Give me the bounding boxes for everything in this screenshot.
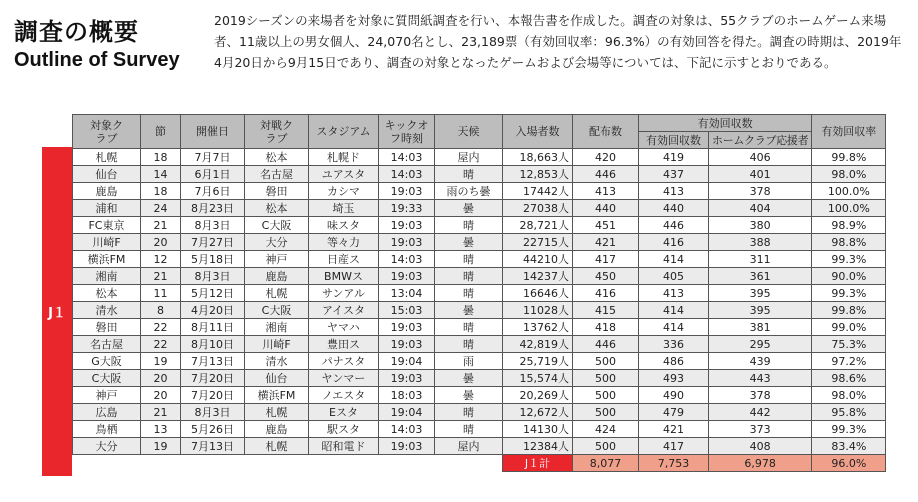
cell-distributed: 500 <box>573 353 639 370</box>
total-label: J１計 <box>503 455 573 472</box>
cell-rate: 99.3% <box>812 421 886 438</box>
cell-weather: 屋内 <box>435 149 503 166</box>
cell-valid: 486 <box>639 353 709 370</box>
table-row <box>73 200 886 217</box>
cell-attendance: 17442人 <box>503 183 573 200</box>
cell-valid: 437 <box>639 166 709 183</box>
cell-weather: 曇 <box>435 302 503 319</box>
cell-kickoff: 14:03 <box>379 421 435 438</box>
cell-rate: 95.8% <box>812 404 886 421</box>
cell-home: 406 <box>709 149 812 166</box>
cell-valid: 493 <box>639 370 709 387</box>
cell-kickoff: 19:03 <box>379 319 435 336</box>
cell-stadium: 豊田ス <box>309 336 379 353</box>
cell-attendance: 14130人 <box>503 421 573 438</box>
cell-section: 13 <box>141 421 181 438</box>
cell-rate: 98.9% <box>812 217 886 234</box>
cell-club: 神戸 <box>73 387 141 404</box>
cell-home: 395 <box>709 302 812 319</box>
cell-opponent: 湘南 <box>245 319 309 336</box>
cell-attendance: 12,672人 <box>503 404 573 421</box>
cell-kickoff: 14:03 <box>379 149 435 166</box>
cell-club: 川崎F <box>73 234 141 251</box>
cell-distributed: 424 <box>573 421 639 438</box>
cell-section: 19 <box>141 353 181 370</box>
cell-attendance: 44210人 <box>503 251 573 268</box>
cell-stadium: ユアスタ <box>309 166 379 183</box>
cell-club: 湘南 <box>73 268 141 285</box>
table-row <box>73 370 886 387</box>
cell-valid: 416 <box>639 234 709 251</box>
header-attendance: 入場者数 <box>503 115 573 149</box>
survey-table <box>72 114 886 472</box>
cell-stadium: BMWス <box>309 268 379 285</box>
cell-distributed: 500 <box>573 370 639 387</box>
cell-home: 443 <box>709 370 812 387</box>
cell-weather: 曇 <box>435 387 503 404</box>
cell-rate: 100.0% <box>812 183 886 200</box>
cell-club: 浦和 <box>73 200 141 217</box>
cell-section: 8 <box>141 302 181 319</box>
cell-opponent: 鹿島 <box>245 421 309 438</box>
table-row <box>73 302 886 319</box>
table-row <box>73 404 886 421</box>
cell-section: 19 <box>141 438 181 455</box>
cell-weather: 雨 <box>435 353 503 370</box>
cell-rate: 83.4% <box>812 438 886 455</box>
cell-weather: 晴 <box>435 268 503 285</box>
cell-weather: 曇 <box>435 200 503 217</box>
cell-kickoff: 14:03 <box>379 166 435 183</box>
cell-valid: 421 <box>639 421 709 438</box>
cell-section: 22 <box>141 319 181 336</box>
header-weather: 天候 <box>435 115 503 149</box>
cell-attendance: 20,269人 <box>503 387 573 404</box>
title-block <box>14 12 180 72</box>
cell-valid: 414 <box>639 319 709 336</box>
table-row <box>73 234 886 251</box>
cell-valid: 414 <box>639 302 709 319</box>
cell-kickoff: 15:03 <box>379 302 435 319</box>
cell-rate: 98.6% <box>812 370 886 387</box>
cell-rate: 99.3% <box>812 251 886 268</box>
cell-kickoff: 19:04 <box>379 404 435 421</box>
header-date: 開催日 <box>181 115 245 149</box>
table-row <box>73 353 886 370</box>
page-title: 調査の概要 <box>14 18 139 46</box>
cell-distributed: 500 <box>573 404 639 421</box>
cell-kickoff: 19:03 <box>379 268 435 285</box>
cell-stadium: 駅スタ <box>309 421 379 438</box>
cell-valid: 417 <box>639 438 709 455</box>
cell-valid: 446 <box>639 217 709 234</box>
cell-club: G大阪 <box>73 353 141 370</box>
cell-rate: 90.0% <box>812 268 886 285</box>
cell-date: 8月3日 <box>181 217 245 234</box>
cell-home: 388 <box>709 234 812 251</box>
cell-opponent: 松本 <box>245 200 309 217</box>
cell-club: 名古屋 <box>73 336 141 353</box>
header-valid-group: 有効回収数 <box>639 115 812 132</box>
cell-attendance: 18,663人 <box>503 149 573 166</box>
cell-opponent: 神戸 <box>245 251 309 268</box>
table-row <box>73 336 886 353</box>
cell-distributed: 450 <box>573 268 639 285</box>
cell-weather: 晴 <box>435 251 503 268</box>
cell-stadium: 日産ス <box>309 251 379 268</box>
cell-section: 14 <box>141 166 181 183</box>
cell-valid: 336 <box>639 336 709 353</box>
cell-attendance: 12,853人 <box>503 166 573 183</box>
cell-kickoff: 18:03 <box>379 387 435 404</box>
cell-club: 札幌 <box>73 149 141 166</box>
cell-attendance: 28,721人 <box>503 217 573 234</box>
cell-distributed: 415 <box>573 302 639 319</box>
table-row <box>73 166 886 183</box>
cell-home: 311 <box>709 251 812 268</box>
table-row <box>73 285 886 302</box>
cell-club: C大阪 <box>73 370 141 387</box>
cell-opponent: 札幌 <box>245 438 309 455</box>
cell-date: 4月20日 <box>181 302 245 319</box>
table-row <box>73 251 886 268</box>
cell-club: 磐田 <box>73 319 141 336</box>
cell-home: 442 <box>709 404 812 421</box>
header-section: 節 <box>141 115 181 149</box>
cell-home: 401 <box>709 166 812 183</box>
cell-home: 361 <box>709 268 812 285</box>
cell-weather: 晴 <box>435 217 503 234</box>
cell-home: 408 <box>709 438 812 455</box>
cell-distributed: 446 <box>573 336 639 353</box>
cell-stadium: ヤマハ <box>309 319 379 336</box>
cell-distributed: 418 <box>573 319 639 336</box>
cell-distributed: 420 <box>573 149 639 166</box>
cell-rate: 99.8% <box>812 302 886 319</box>
cell-attendance: 42,819人 <box>503 336 573 353</box>
cell-date: 5月18日 <box>181 251 245 268</box>
total-valid: 7,753 <box>639 455 709 472</box>
cell-attendance: 15,574人 <box>503 370 573 387</box>
cell-kickoff: 19:33 <box>379 200 435 217</box>
cell-club: 鹿島 <box>73 183 141 200</box>
cell-section: 20 <box>141 387 181 404</box>
cell-date: 7月13日 <box>181 353 245 370</box>
cell-distributed: 421 <box>573 234 639 251</box>
table-row <box>73 421 886 438</box>
cell-section: 11 <box>141 285 181 302</box>
cell-valid: 440 <box>639 200 709 217</box>
cell-rate: 99.0% <box>812 319 886 336</box>
cell-rate: 98.0% <box>812 166 886 183</box>
cell-stadium: 昭和電ド <box>309 438 379 455</box>
cell-home: 380 <box>709 217 812 234</box>
cell-attendance: 14237人 <box>503 268 573 285</box>
cell-distributed: 500 <box>573 387 639 404</box>
header-kickoff: キックオフ時刻 <box>379 115 435 149</box>
cell-home: 295 <box>709 336 812 353</box>
intro-paragraph: 2019シーズンの来場者を対象に質問紙調査を行い、本報告書を作成した。調査の対象は、55クラブのホームゲーム来場者、11歳以上の男女個人、24,070名とし、23,189票（有効回収率：96.3%）の有効回答を得た。調査の時期は、2019年4月20日から9月15日であり、調査の対象となったゲームおよび会場等については、下記に示すとおりである。 <box>214 13 902 70</box>
cell-date: 8月23日 <box>181 200 245 217</box>
total-home: 6,978 <box>709 455 812 472</box>
total-distributed: 8,077 <box>573 455 639 472</box>
cell-valid: 414 <box>639 251 709 268</box>
cell-distributed: 440 <box>573 200 639 217</box>
cell-attendance: 11028人 <box>503 302 573 319</box>
cell-opponent: 札幌 <box>245 285 309 302</box>
cell-opponent: 松本 <box>245 149 309 166</box>
cell-kickoff: 19:03 <box>379 438 435 455</box>
cell-club: 大分 <box>73 438 141 455</box>
cell-stadium: パナスタ <box>309 353 379 370</box>
cell-club: 広島 <box>73 404 141 421</box>
header-distributed: 配布数 <box>573 115 639 149</box>
cell-home: 395 <box>709 285 812 302</box>
cell-section: 12 <box>141 251 181 268</box>
cell-rate: 98.0% <box>812 387 886 404</box>
header-stadium: スタジアム <box>309 115 379 149</box>
total-rate: 96.0% <box>812 455 886 472</box>
cell-attendance: 16646人 <box>503 285 573 302</box>
cell-stadium: 札幌ド <box>309 149 379 166</box>
cell-distributed: 500 <box>573 438 639 455</box>
cell-date: 7月20日 <box>181 370 245 387</box>
cell-section: 21 <box>141 268 181 285</box>
cell-weather: 曇 <box>435 370 503 387</box>
cell-weather: 晴 <box>435 319 503 336</box>
header-valid: 有効回収数 <box>639 132 709 149</box>
cell-stadium: アイスタ <box>309 302 379 319</box>
cell-stadium: 埼玉 <box>309 200 379 217</box>
cell-kickoff: 19:03 <box>379 217 435 234</box>
page-subtitle: Outline of Survey <box>14 49 180 71</box>
cell-date: 7月13日 <box>181 438 245 455</box>
cell-attendance: 13762人 <box>503 319 573 336</box>
cell-kickoff: 13:04 <box>379 285 435 302</box>
cell-date: 7月20日 <box>181 387 245 404</box>
cell-valid: 490 <box>639 387 709 404</box>
cell-rate: 100.0% <box>812 200 886 217</box>
cell-weather: 雨のち曇 <box>435 183 503 200</box>
cell-stadium: ノエスタ <box>309 387 379 404</box>
cell-opponent: 川崎F <box>245 336 309 353</box>
cell-section: 21 <box>141 217 181 234</box>
cell-section: 20 <box>141 234 181 251</box>
league-label: J１ <box>42 147 72 476</box>
cell-home: 373 <box>709 421 812 438</box>
cell-date: 5月26日 <box>181 421 245 438</box>
cell-date: 7月7日 <box>181 149 245 166</box>
cell-opponent: 札幌 <box>245 404 309 421</box>
cell-opponent: 鹿島 <box>245 268 309 285</box>
cell-valid: 479 <box>639 404 709 421</box>
cell-rate: 99.8% <box>812 149 886 166</box>
cell-date: 5月12日 <box>181 285 245 302</box>
cell-stadium: カシマ <box>309 183 379 200</box>
table-row <box>73 438 886 455</box>
cell-home: 404 <box>709 200 812 217</box>
cell-section: 18 <box>141 183 181 200</box>
cell-home: 439 <box>709 353 812 370</box>
cell-rate: 99.3% <box>812 285 886 302</box>
cell-stadium: Eスタ <box>309 404 379 421</box>
cell-attendance: 25,719人 <box>503 353 573 370</box>
cell-kickoff: 19:04 <box>379 353 435 370</box>
cell-opponent: 名古屋 <box>245 166 309 183</box>
cell-distributed: 451 <box>573 217 639 234</box>
table-row <box>73 149 886 166</box>
cell-valid: 405 <box>639 268 709 285</box>
cell-home: 378 <box>709 387 812 404</box>
cell-home: 381 <box>709 319 812 336</box>
cell-date: 8月3日 <box>181 404 245 421</box>
cell-opponent: C大阪 <box>245 217 309 234</box>
cell-club: 鳥栖 <box>73 421 141 438</box>
cell-weather: 屋内 <box>435 438 503 455</box>
total-row <box>73 455 886 472</box>
cell-stadium: サンアル <box>309 285 379 302</box>
cell-kickoff: 19:03 <box>379 234 435 251</box>
cell-kickoff: 14:03 <box>379 251 435 268</box>
header-club: 対象クラブ <box>73 115 141 149</box>
cell-stadium: 味スタ <box>309 217 379 234</box>
cell-weather: 晴 <box>435 404 503 421</box>
cell-opponent: 磐田 <box>245 183 309 200</box>
table-row <box>73 268 886 285</box>
cell-section: 21 <box>141 404 181 421</box>
cell-valid: 413 <box>639 285 709 302</box>
cell-weather: 晴 <box>435 421 503 438</box>
header-rate: 有効回収率 <box>812 115 886 149</box>
cell-weather: 晴 <box>435 336 503 353</box>
cell-opponent: 横浜FM <box>245 387 309 404</box>
cell-kickoff: 19:03 <box>379 183 435 200</box>
cell-date: 6月1日 <box>181 166 245 183</box>
cell-attendance: 12384人 <box>503 438 573 455</box>
cell-date: 7月27日 <box>181 234 245 251</box>
cell-weather: 晴 <box>435 285 503 302</box>
cell-distributed: 416 <box>573 285 639 302</box>
cell-section: 18 <box>141 149 181 166</box>
cell-stadium: 等々力 <box>309 234 379 251</box>
header-opponent: 対戦クラブ <box>245 115 309 149</box>
cell-kickoff: 19:03 <box>379 370 435 387</box>
cell-rate: 97.2% <box>812 353 886 370</box>
header-home-fans: ホームクラブ応援者 <box>709 132 812 149</box>
cell-date: 8月3日 <box>181 268 245 285</box>
cell-rate: 75.3% <box>812 336 886 353</box>
cell-stadium: ヤンマー <box>309 370 379 387</box>
cell-attendance: 27038人 <box>503 200 573 217</box>
cell-opponent: C大阪 <box>245 302 309 319</box>
cell-weather: 晴 <box>435 166 503 183</box>
cell-section: 24 <box>141 200 181 217</box>
table-row <box>73 217 886 234</box>
cell-valid: 419 <box>639 149 709 166</box>
cell-rate: 98.8% <box>812 234 886 251</box>
table-row <box>73 319 886 336</box>
cell-distributed: 446 <box>573 166 639 183</box>
cell-club: 横浜FM <box>73 251 141 268</box>
cell-club: 清水 <box>73 302 141 319</box>
table-row <box>73 387 886 404</box>
cell-club: FC東京 <box>73 217 141 234</box>
cell-distributed: 417 <box>573 251 639 268</box>
cell-date: 8月10日 <box>181 336 245 353</box>
cell-home: 378 <box>709 183 812 200</box>
cell-club: 松本 <box>73 285 141 302</box>
cell-distributed: 413 <box>573 183 639 200</box>
cell-attendance: 22715人 <box>503 234 573 251</box>
cell-opponent: 清水 <box>245 353 309 370</box>
cell-opponent: 仙台 <box>245 370 309 387</box>
cell-opponent: 大分 <box>245 234 309 251</box>
cell-weather: 曇 <box>435 234 503 251</box>
table-row <box>73 183 886 200</box>
cell-valid: 413 <box>639 183 709 200</box>
cell-club: 仙台 <box>73 166 141 183</box>
cell-date: 8月11日 <box>181 319 245 336</box>
cell-section: 20 <box>141 370 181 387</box>
cell-kickoff: 19:03 <box>379 336 435 353</box>
cell-date: 7月6日 <box>181 183 245 200</box>
cell-section: 22 <box>141 336 181 353</box>
